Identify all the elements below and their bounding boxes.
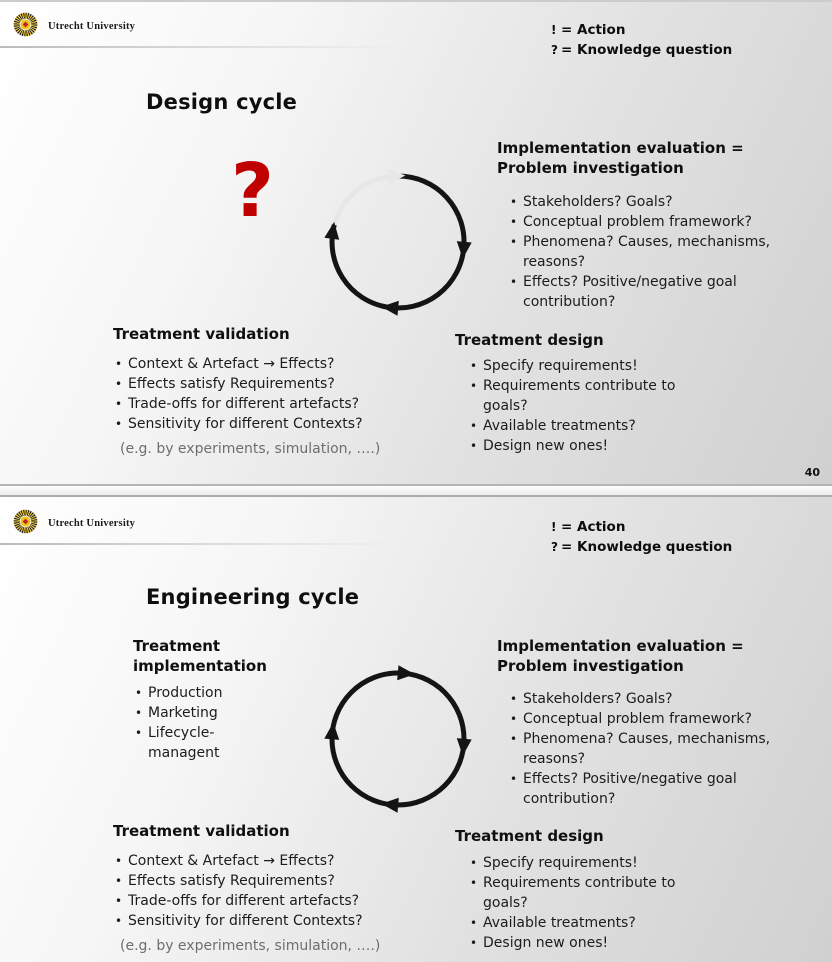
list-item: • Production [133,683,245,703]
slide-number: 40 [804,466,820,479]
section-treatment-design: Treatment design [455,827,604,845]
university-logo [12,508,135,539]
list-item: • Sensitivity for different Contexts? [113,911,458,931]
legend-action [551,517,732,537]
list-item: • Available treatments? [468,416,720,436]
list-item: • Effects satisfy Requirements? [113,374,458,394]
section-implementation-evaluation [497,636,744,676]
legend-knowledge-question [551,40,732,60]
list-item: • Trade-offs for different artefacts? [113,891,458,911]
list-item: • Conceptual problem framework? [508,212,824,232]
list-item: • Design new ones! [468,436,720,456]
list-item: • Lifecycle-managent [133,723,245,763]
treatment-validation-bullets [113,851,458,931]
list-item: • Stakeholders? Goals? [508,192,824,212]
section-title-line: Implementation evaluation = [497,139,744,157]
cycle-diagram-icon [323,664,473,818]
section-title-line: Implementation evaluation = [497,637,744,655]
slide-separator [0,486,832,495]
question-symbol: ? [551,540,558,554]
treatment-design-bullets [468,356,720,456]
list-item: • Requirements contribute to goals? [468,376,720,416]
university-logo [12,11,135,42]
list-item: • Conceptual problem framework? [508,709,824,729]
university-name: Utrecht University [48,518,136,529]
equals-sign: = [561,519,573,535]
list-item: • Available treatments? [468,913,720,933]
section-treatment-implementation: Treatment implementation [133,637,267,675]
slide-engineering-cycle [0,495,832,962]
list-item: • Effects? Positive/negative goal contribution? [508,769,824,809]
treatment-implementation-bullets [133,683,245,763]
section-treatment-validation: Treatment validation [113,325,290,343]
equals-sign: = [561,42,573,58]
list-item: • Marketing [133,703,245,723]
question-symbol: ? [551,43,558,57]
list-item: • Effects satisfy Requirements? [113,871,458,891]
list-item: • Effects? Positive/negative goal contribution? [508,272,824,312]
validation-note: (e.g. by experiments, simulation, ….) [120,938,381,954]
list-item: • Phenomena? Causes, mechanisms, reasons? [508,232,824,272]
list-item: • Context & Artefact → Effects? [113,354,458,374]
knowledge-question-label: Knowledge question [577,42,733,58]
action-label: Action [577,22,626,38]
list-item: • Specify requirements! [468,853,720,873]
header-divider [0,46,400,48]
list-item: • Sensitivity for different Contexts? [113,414,458,434]
legend-action [551,20,732,40]
page-title: Design cycle [146,90,298,115]
legend [551,517,732,557]
implementation-evaluation-bullets [508,689,824,809]
action-symbol: ! [551,23,557,37]
sun-logo-icon [12,11,39,42]
knowledge-question-label: Knowledge question [577,539,733,555]
list-item: • Design new ones! [468,933,720,953]
cycle-diagram-icon [323,167,473,321]
section-implementation-evaluation [497,138,744,178]
list-item: • Stakeholders? Goals? [508,689,824,709]
validation-note: (e.g. by experiments, simulation, ….) [120,441,381,457]
section-treatment-validation: Treatment validation [113,822,290,840]
list-item: • Requirements contribute to goals? [468,873,720,913]
section-title-line: Problem investigation [497,159,684,177]
university-name: Utrecht University [48,21,136,32]
legend-knowledge-question [551,537,732,557]
treatment-design-bullets [468,853,720,953]
section-treatment-design: Treatment design [455,331,604,349]
section-title-line: Problem investigation [497,657,684,675]
list-item: • Trade-offs for different artefacts? [113,394,458,414]
header-divider [0,543,400,545]
implementation-evaluation-bullets [508,192,824,312]
action-label: Action [577,519,626,535]
page-title: Engineering cycle [146,585,360,610]
sun-logo-icon [12,508,39,539]
legend [551,20,732,60]
equals-sign: = [561,22,573,38]
knowledge-question-mark: ? [231,148,274,234]
treatment-validation-bullets [113,354,458,434]
action-symbol: ! [551,520,557,534]
list-item: • Context & Artefact → Effects? [113,851,458,871]
list-item: • Phenomena? Causes, mechanisms, reasons? [508,729,824,769]
equals-sign: = [561,539,573,555]
list-item: • Specify requirements! [468,356,720,376]
